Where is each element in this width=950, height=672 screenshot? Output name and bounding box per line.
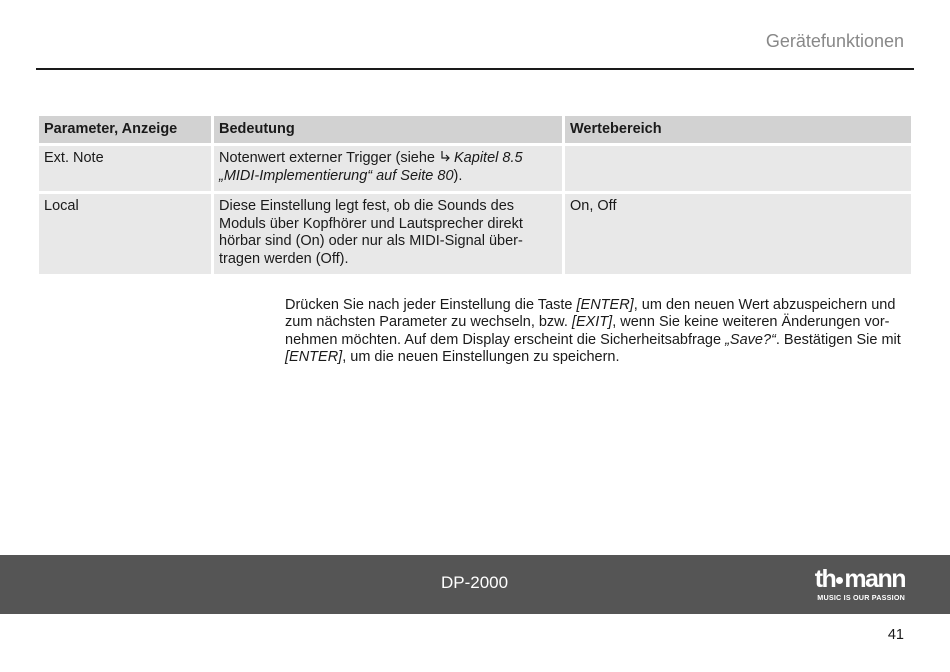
key-label-enter: [ENTER] [576, 296, 634, 313]
header-divider [36, 68, 914, 70]
table-header-row [39, 116, 911, 143]
logo-dot-icon [836, 577, 843, 584]
column-header-bedeutung: Bedeutung [214, 116, 562, 143]
cell-text: ). [453, 167, 463, 184]
text-span: , um die neuen Einstellungen zu speichern. [342, 349, 620, 366]
logo-text-left: th [814, 565, 836, 593]
key-label-enter: [ENTER] [285, 349, 343, 366]
cell-parameter: Local [39, 194, 211, 274]
footer-bar [0, 555, 950, 614]
cell-wertebereich [565, 146, 911, 191]
cell-text: Notenwert externer Trigger (siehe [219, 150, 440, 166]
text-span: , wenn Sie keine weiteren Änderungen vornehmen möchten. Auf dem Display erscheint die Sicherheitsabfrage [285, 314, 890, 348]
cell-bedeutung [214, 146, 562, 191]
instruction-paragraph [285, 297, 907, 367]
model-name: DP-2000 [441, 573, 509, 592]
cell-wertebereich: On, Off [565, 194, 911, 274]
text-span: , um den neuen Wert abzuspeichern und zum nächsten Parameter zu wechseln, bzw. [285, 296, 896, 331]
cell-parameter: Ext. Note [39, 146, 211, 191]
display-prompt-save: „Save?“ [725, 331, 776, 348]
reference-arrow-icon [439, 150, 454, 166]
page-number: 41 [887, 627, 904, 643]
logo-text-right: mann [844, 565, 905, 593]
thomann-logo [790, 566, 905, 602]
column-header-parameter: Parameter, Anzeige [39, 116, 211, 143]
cross-reference-link[interactable]: Kapitel 8.5 „MIDI-Implementierung“ auf Seite 80 [219, 150, 523, 184]
text-span: Drücken Sie nach jeder Einstellung die Taste [285, 296, 577, 313]
cell-bedeutung: Diese Einstellung legt fest, ob die Sounds des Moduls über Kopfhörer und Lautsprecher direkt hörbar sind (On) oder nur als MIDI-Signal übertragen werden (Off). [214, 194, 562, 274]
parameter-table [36, 113, 914, 277]
table-row [39, 146, 911, 191]
table-row [39, 194, 911, 274]
page-section-title: Gerätefunktionen [765, 31, 904, 51]
logo-wordmark [790, 566, 905, 592]
logo-tagline: MUSIC IS OUR PASSION [817, 593, 905, 602]
column-header-wertebereich: Wertebereich [565, 116, 911, 143]
text-span: . Bestätigen Sie mit [775, 331, 901, 348]
key-label-exit: [EXIT] [571, 314, 613, 331]
